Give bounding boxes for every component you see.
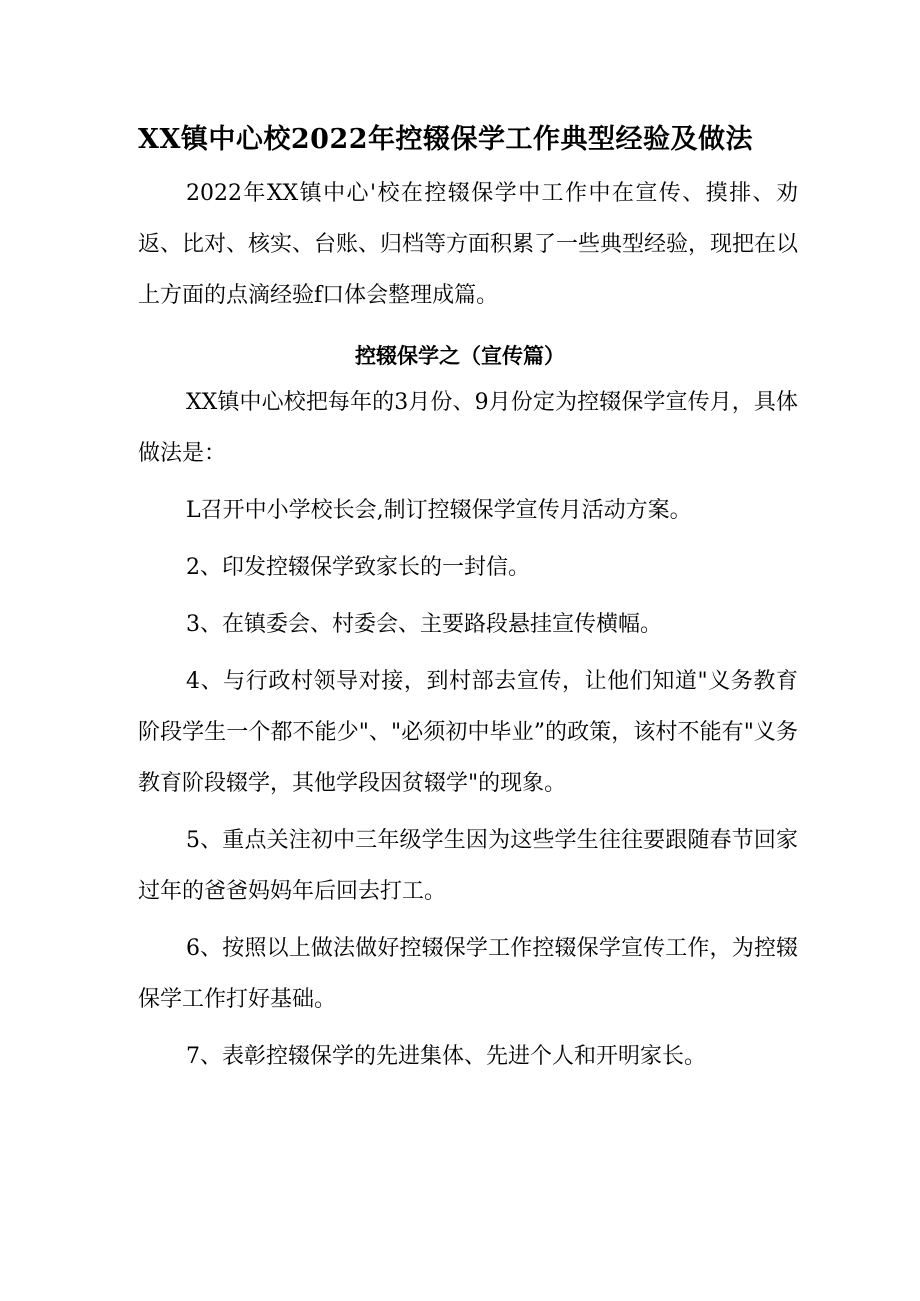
list-item-2: 2、印发控辍保学致家长的一封信。 (186, 555, 530, 580)
section-intro-paragraph: XX镇中心校把每年的3月份、9月份定为控辍保学宣传月，具体做法是： (138, 390, 798, 466)
list-item-6: 6、按照以上做法做好控辍保学工作控辍保学宣传工作，为控辍保学工作打好基础。 (138, 936, 798, 1012)
document-title: XX镇中心校2022年控辍保学工作典型经验及做法 (138, 124, 754, 155)
intro-paragraph: 2022年XX镇中心'校在控辍保学中工作中在宣传、摸排、劝返、比对、核实、台账、归档等方面积累了一些典型经验，现把在以上方面的点滴经验f口体会整理成篇。 (138, 181, 799, 308)
list-item-5: 5、重点关注初中三年级学生因为这些学生往往要跟随春节回家过年的爸爸妈妈年后回去打工。 (138, 828, 798, 904)
list-item-4: 4、与行政村领导对接，到村部去宣传，让他们知道"义务教育阶段学生一个都不能少"、"必须初中毕业”的政策，该村不能有"义务教育阶段辍学，其他学段因贫辍学"的现象。 (138, 669, 798, 796)
list-item-7: 7、表彰控辍保学的先进集体、先进个人和开明家长。 (186, 1044, 706, 1069)
section-heading: 控辍保学之（宣传篇） (355, 343, 565, 368)
list-item-3: 3、在镇委会、村委会、主要路段悬挂宣传横幅。 (186, 612, 662, 637)
list-item-1: L召开中小学校长会,制订控辍保学宣传月活动方案。 (186, 498, 692, 523)
section-body (138, 377, 798, 1082)
intro-block (138, 168, 798, 321)
